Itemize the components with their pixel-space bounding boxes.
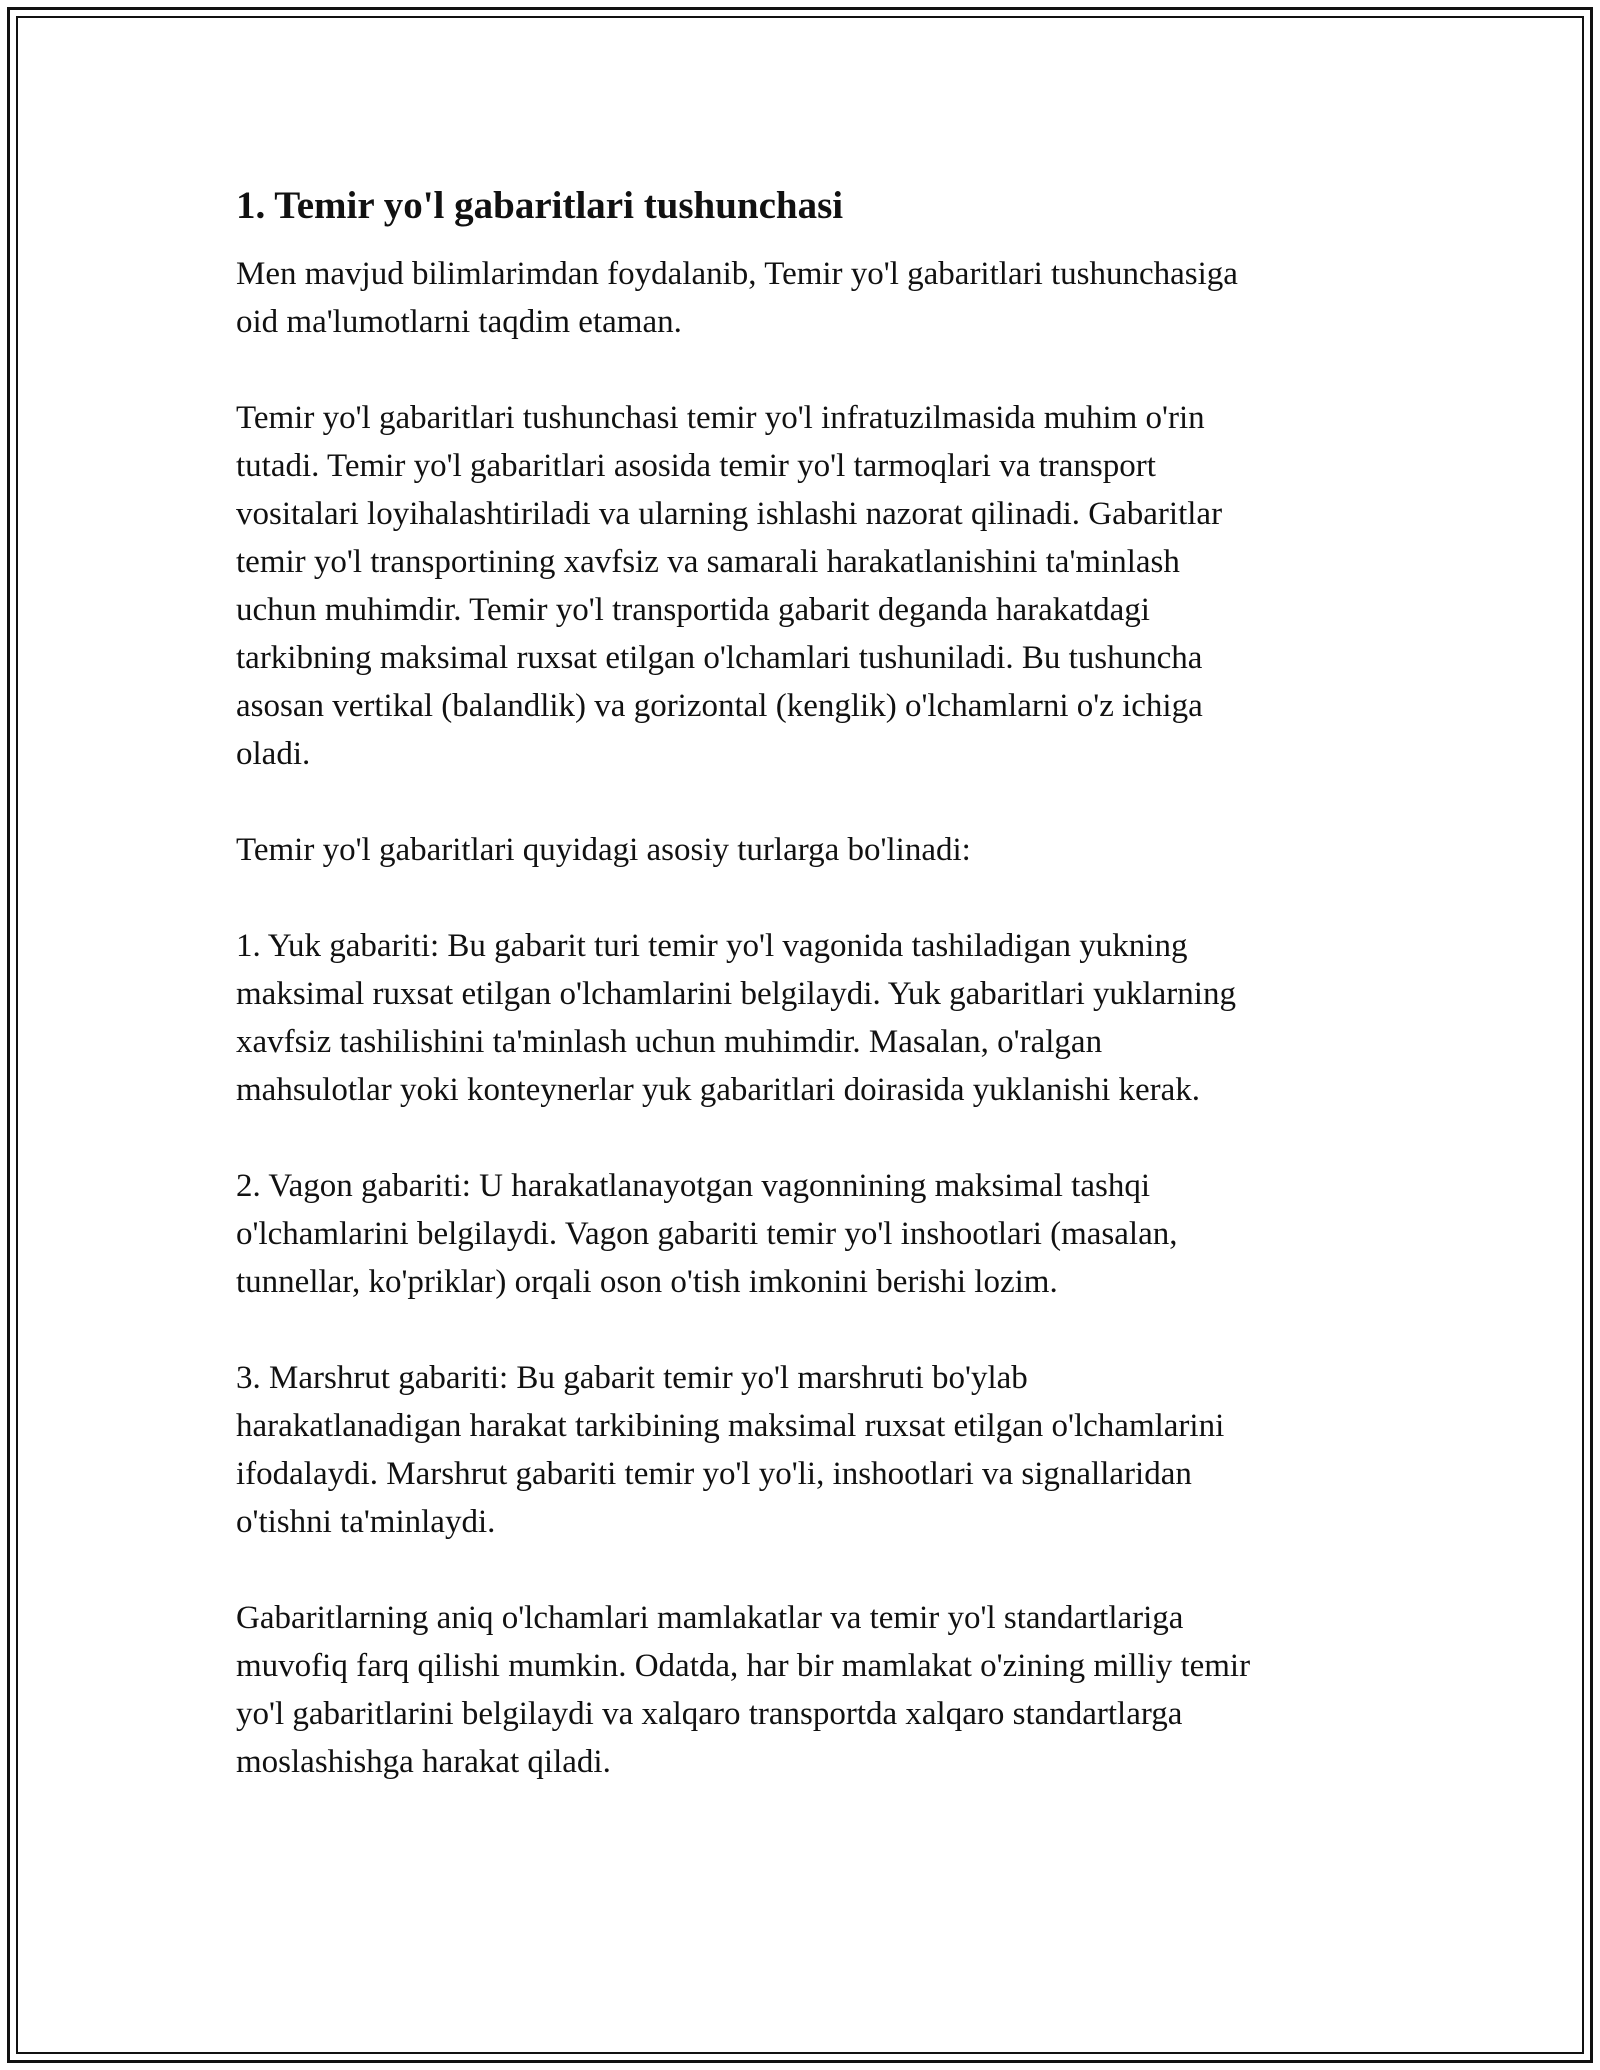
- paragraph-wagon-gauge: 2. Vagon gabariti: U harakatlanayotgan vagonnining maksimal tashqi o'lchamlarini belgilaydi. Vagon gabariti temir yo'l inshootlari (masalan, tunnellar, ko'priklar) orqali oson o'tish imkonini berishi lozim.: [236, 1168, 1178, 1300]
- paragraph-intro: Men mavjud bilimlarimdan foydalanib, Temir yo'l gabaritlari tushunchasiga oid ma'lumotlarni taqdim etaman.: [236, 256, 1238, 340]
- paragraph-types-intro: Temir yo'l gabaritlari quyidagi asosiy turlarga bo'linadi:: [236, 832, 971, 868]
- paragraph-route-gauge: 3. Marshrut gabariti: Bu gabarit temir yo'l marshruti bo'ylab harakatlanadigan harakat tarkibining maksimal ruxsat etilgan o'lchamlarini ifodalaydi. Marshrut gabariti temir yo'l yo'li, inshootlari va signallaridan o'tishni ta'minlaydi.: [236, 1360, 1225, 1540]
- paragraph-concept: Temir yo'l gabaritlari tushunchasi temir yo'l infratuzilmasida muhim o'rin tutadi. Temir yo'l gabaritlari asosida temir yo'l tarmoqlari va transport vositalari loyihalashtiriladi va ularning ishlashi nazorat qilinadi. Gabaritlar temir yo'l transportining xavfsiz va samarali harakatlanishini ta'minlash uchun muhimdir. Temir yo'l transportida gabarit deganda harakatdagi tarkibning maksimal ruxsat etilgan o'lchamlari tushuniladi. Bu tushuncha asosan vertikal (balandlik) va gorizontal (kenglik) o'lchamlarni o'z ichiga oladi.: [236, 400, 1223, 772]
- paragraph-conclusion: Gabaritlarning aniq o'lchamlari mamlakatlar va temir yo'l standartlariga muvofiq farq qilishi mumkin. Odatda, har bir mamlakat o'zining milliy temir yo'l gabaritlarini belgilaydi va xalqaro transportda xalqaro standartlarga moslashishga harakat qiladi.: [236, 1600, 1251, 1780]
- paragraph-cargo-gauge: 1. Yuk gabariti: Bu gabarit turi temir yo'l vagonida tashiladigan yukning maksimal ruxsat etilgan o'lchamlarini belgilaydi. Yuk gabaritlari yuklarning xavfsiz tashilishini ta'minlash uchun muhimdir. Masalan, o'ralgan mahsulotlar yoki konteynerlar yuk gabaritlari doirasida yuklanishi kerak.: [236, 928, 1236, 1108]
- section-heading: 1. Temir yo'l gabaritlari tushunchasi: [236, 184, 844, 227]
- document-body: [236, 182, 1376, 1834]
